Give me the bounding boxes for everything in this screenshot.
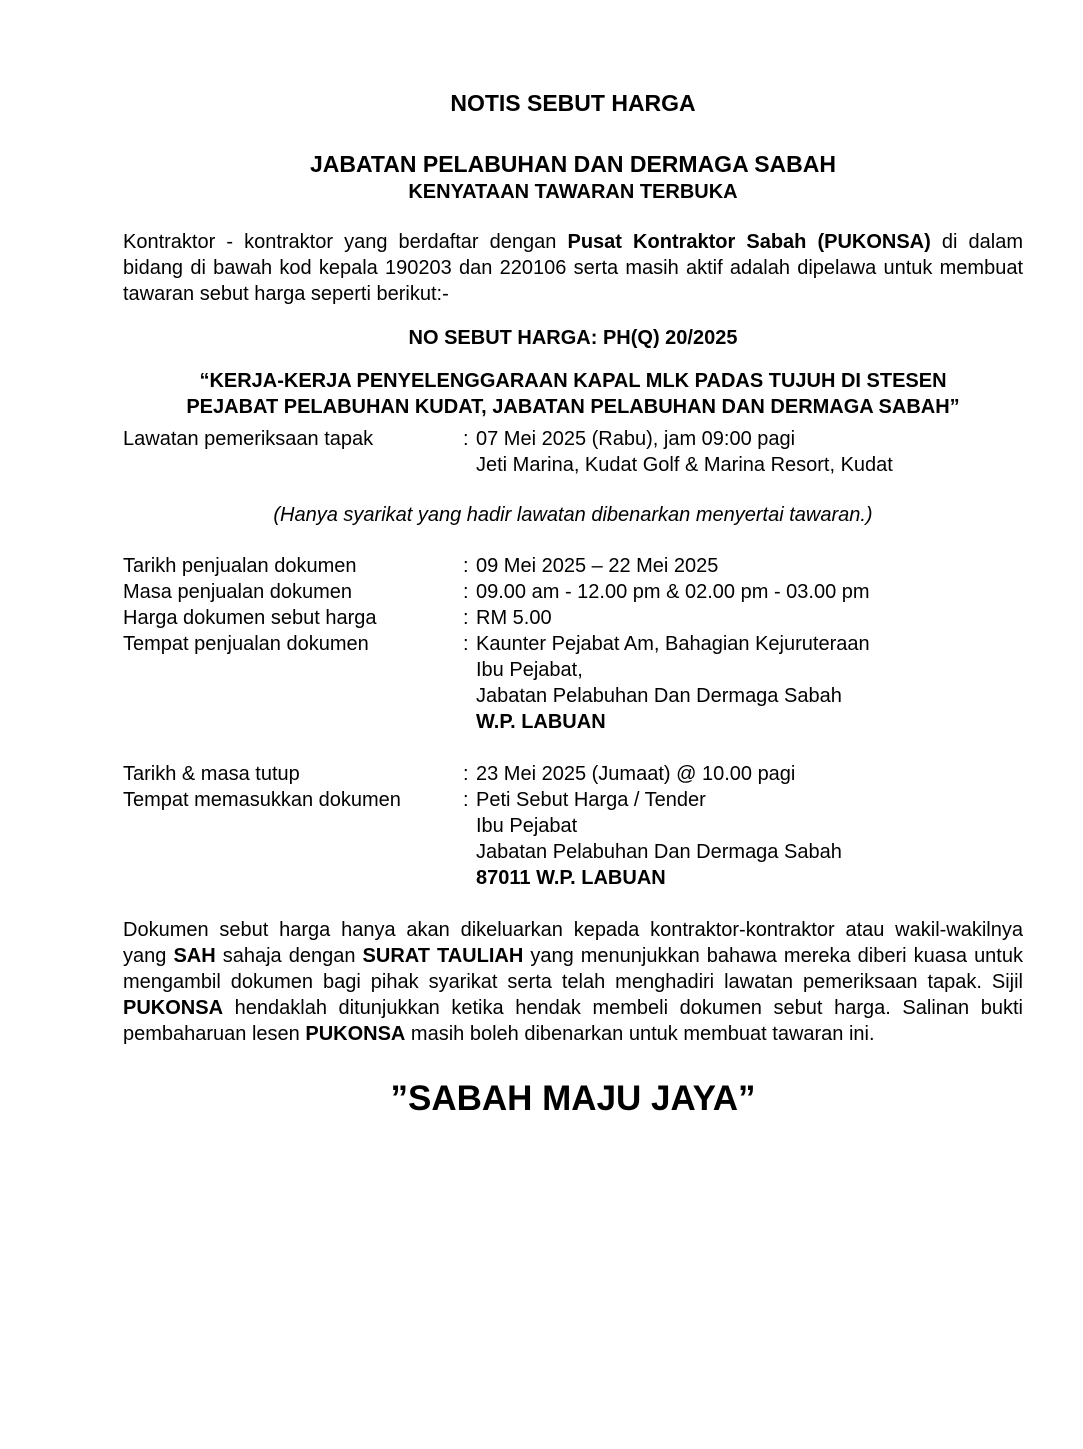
closing-time-value: 23 Mei 2025 (Jumaat) @ 10.00 pagi (476, 763, 796, 785)
sale-date-label: Tarikh penjualan dokumen (123, 555, 357, 577)
closing-time-row (123, 761, 1023, 787)
attendance-note: (Hanya syarikat yang hadir lawatan dibenarkan menyertai tawaran.) (273, 504, 873, 526)
document-sale-section (123, 553, 1023, 735)
doc-price-row (123, 605, 1023, 631)
submit-place-line-2: Ibu Pejabat (476, 815, 578, 837)
site-visit-colon: : (463, 428, 469, 450)
doc-price-value: RM 5.00 (476, 607, 552, 629)
closing-pukonsa-bold-2: PUKONSA (305, 1023, 406, 1045)
sale-place-line-1: Kaunter Pejabat Am, Bahagian Kejuruteraan (476, 633, 870, 655)
sale-place-label: Tempat penjualan dokumen (123, 633, 369, 655)
site-visit-label: Lawatan pemeriksaan tapak (123, 428, 374, 450)
closing-text-1: Dokumen sebut harga hanya akan dikeluarkan kepada kontraktor-kontraktor atau wakil-wakilnya yang (123, 919, 1023, 967)
intro-text-1: Kontraktor - kontraktor yang berdaftar dengan (123, 231, 568, 253)
closing-paragraph (123, 917, 1023, 1047)
submit-place-line-1: Peti Sebut Harga / Tender (476, 789, 706, 811)
closing-pukonsa-bold-1: PUKONSA (123, 997, 224, 1019)
sale-place-row (123, 631, 1023, 735)
sale-place-line-4: W.P. LABUAN (476, 711, 606, 733)
notice-subtitle: KENYATAAN TAWARAN TERBUKA (408, 181, 738, 203)
submission-section (123, 761, 1023, 891)
closing-text-5: masih boleh dibenarkan untuk membuat tawaran ini. (405, 1023, 875, 1045)
sale-place-line-3: Jabatan Pelabuhan Dan Dermaga Sabah (476, 685, 842, 707)
submit-place-row (123, 787, 1023, 891)
site-visit-date: 07 Mei 2025 (Rabu), jam 09:00 pagi (476, 428, 796, 450)
sale-time-label: Masa penjualan dokumen (123, 581, 353, 603)
doc-price-colon: : (463, 607, 469, 629)
motto: ”SABAH MAJU JAYA” (390, 1079, 756, 1118)
intro-text-2: di dalam bidang di bawah kod kepala 190203 dan 220106 serta masih aktif adalah dipelawa untuk membuat tawaran sebut harga seperti berikut:- (123, 231, 1023, 305)
sale-time-row (123, 579, 1023, 605)
sale-place-colon: : (463, 633, 469, 655)
closing-time-label: Tarikh & masa tutup (123, 763, 300, 785)
site-visit-row (123, 426, 1023, 478)
submit-place-line-3: Jabatan Pelabuhan Dan Dermaga Sabah (476, 841, 842, 863)
closing-time-colon: : (463, 763, 469, 785)
closing-text-4: hendaklah ditunjukkan ketika hendak membeli dokumen sebut harga. Salinan bukti pembaharuan lesen (123, 997, 1023, 1045)
submit-place-colon: : (463, 789, 469, 811)
intro-pukonsa-bold: Pusat Kontraktor Sabah (PUKONSA) (567, 231, 931, 253)
closing-text-2: sahaja dengan (215, 945, 363, 967)
sale-place-value (476, 631, 1023, 735)
sale-date-row (123, 553, 1023, 579)
project-title (123, 368, 1023, 420)
sale-date-colon: : (463, 555, 469, 577)
site-visit-section (123, 426, 1023, 478)
intro-paragraph (123, 229, 1023, 307)
sale-place-line-2: Ibu Pejabat, (476, 659, 583, 681)
sale-time-value: 09.00 am - 12.00 pm & 02.00 pm - 03.00 pm (476, 581, 870, 603)
department-title: JABATAN PELABUHAN DAN DERMAGA SABAH (309, 151, 836, 177)
site-visit-value (476, 426, 1023, 478)
submit-place-line-4: 87011 W.P. LABUAN (476, 867, 666, 889)
sale-date-value: 09 Mei 2025 – 22 Mei 2025 (476, 555, 719, 577)
closing-text-3: yang menunjukkan bahawa mereka diberi kuasa untuk mengambil dokumen bagi pihak syarikat serta telah menghadiri lawatan pemeriksaan tapak. Sijil (123, 945, 1023, 993)
site-visit-location: Jeti Marina, Kudat Golf & Marina Resort, Kudat (476, 454, 893, 476)
submit-place-value (476, 787, 1023, 891)
quotation-reference: NO SEBUT HARGA: PH(Q) 20/2025 (408, 327, 738, 349)
closing-sah-bold: SAH (173, 945, 216, 967)
project-title-line-2: PEJABAT PELABUHAN KUDAT, JABATAN PELABUHAN DAN DERMAGA SABAH” (186, 396, 960, 418)
notice-title: NOTIS SEBUT HARGA (450, 90, 696, 116)
project-title-line-1: “KERJA-KERJA PENYELENGGARAAN KAPAL MLK PADAS TUJUH DI STESEN (199, 370, 947, 392)
doc-price-label: Harga dokumen sebut harga (123, 607, 377, 629)
closing-surat-tauliah-bold: SURAT TAULIAH (362, 945, 524, 967)
submit-place-label: Tempat memasukkan dokumen (123, 789, 401, 811)
sale-time-colon: : (463, 581, 469, 603)
